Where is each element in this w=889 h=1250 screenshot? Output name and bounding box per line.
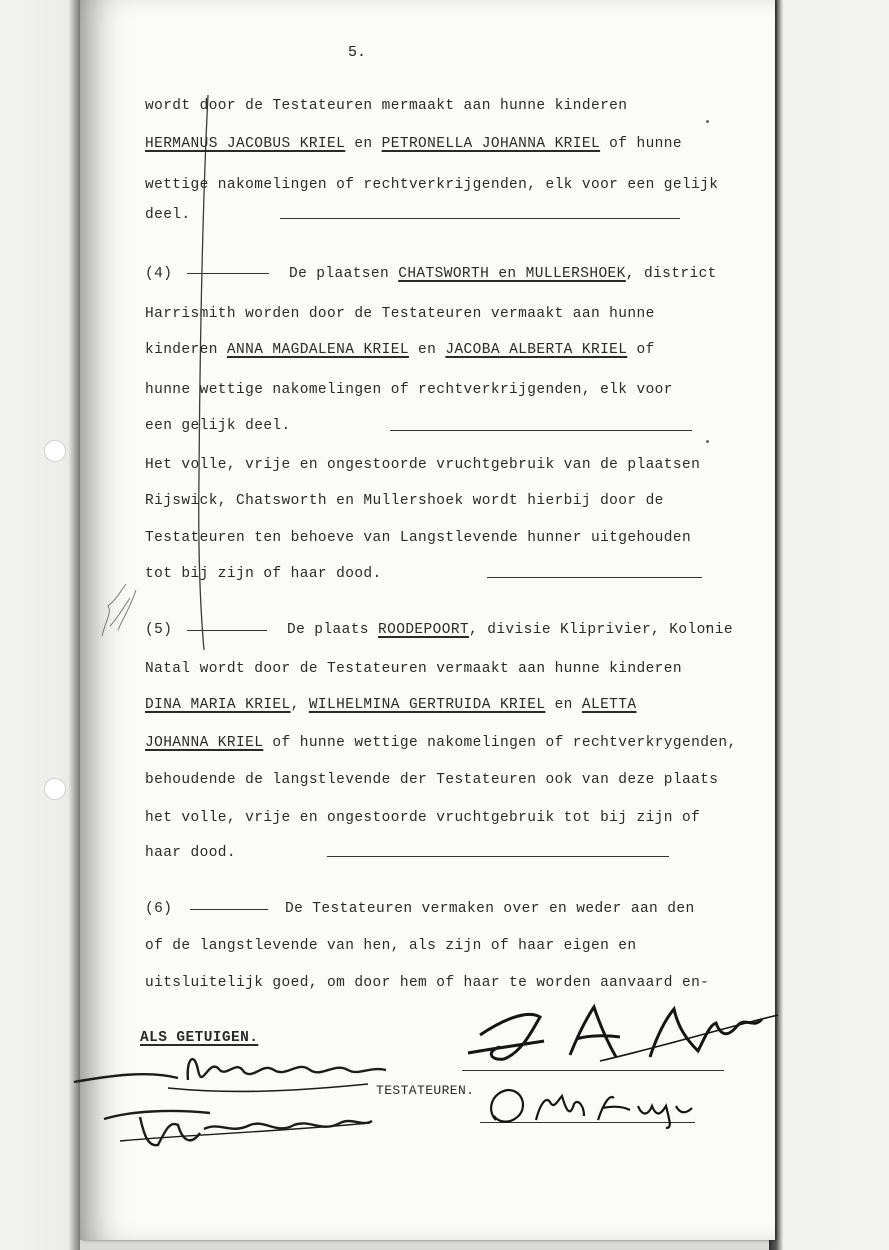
text-line: Harrismith worden door de Testateuren vermaakt aan hunne: [145, 306, 655, 322]
witnesses-heading: ALS GETUIGEN.: [140, 1030, 259, 1046]
text-line: wettige nakomelingen of rechtverkrijgenden, elk voor een gelijk: [145, 177, 719, 193]
text-line: hunne wettige nakomelingen of rechtverkrijgenden, elk voor: [145, 382, 673, 398]
text-line: De plaatsen CHATSWORTH en MULLERSHOEK, district: [289, 266, 717, 282]
text-line: deel.: [145, 207, 191, 223]
fill-line: [187, 630, 267, 631]
heir-name: ALETTA: [581, 697, 637, 713]
clause-number: (4): [145, 266, 173, 282]
text-line: Het volle, vrije en ongestoorde vruchtgebruik van de plaatsen: [145, 457, 701, 473]
testators-label: TESTATEUREN.: [376, 1083, 475, 1098]
text-line: haar dood.: [145, 845, 237, 861]
punch-hole-top: [44, 440, 66, 462]
farm-name: ROODEPOORT: [378, 622, 470, 638]
text-line: HERMANUS JACOBUS KRIEL en PETRONELLA JOHANNA KRIEL of hunne: [145, 136, 682, 152]
farm-names: CHATSWORTH en MULLERSHOEK: [398, 266, 626, 282]
punch-hole-bottom: [44, 778, 66, 800]
heir-name: JOHANNA KRIEL: [145, 735, 264, 751]
fill-line: [487, 577, 702, 578]
text-line: DINA MARIA KRIEL, WILHELMINA GERTRUIDA KRIEL en ALETTA: [145, 697, 637, 713]
text-line: De Testateuren vermaken over en weder aan den: [285, 901, 695, 917]
heir-name: DINA MARIA KRIEL: [145, 697, 291, 713]
text-line: het volle, vrije en ongestoorde vruchtgebruik tot bij zijn of: [145, 810, 701, 826]
fill-line: [190, 909, 268, 910]
scan-speck: [706, 120, 709, 123]
heir-name: WILHELMINA GERTRUIDA KRIEL: [308, 697, 546, 713]
fill-line: [280, 218, 680, 219]
fill-line: [390, 430, 692, 431]
text-line: uitsluitelijk goed, om door hem of haar te worden aanvaard en-: [145, 975, 710, 991]
heir-name: ANNA MAGDALENA KRIEL: [226, 342, 409, 358]
witness-signature-1: [68, 1040, 408, 1102]
text-line: tot bij zijn of haar dood.: [145, 566, 382, 582]
heir-name: HERMANUS JACOBUS KRIEL: [145, 136, 346, 152]
text-line: behoudende de langstlevende der Testateuren ook van deze plaats: [145, 772, 719, 788]
margin-pencil-initials: [96, 570, 142, 642]
clause-number: (5): [145, 622, 173, 638]
text-line: of de langstlevende van hen, als zijn of haar eigen en: [145, 938, 637, 954]
testator-signature-2: [480, 1080, 700, 1130]
scan-speck: [706, 440, 709, 443]
text-line: wordt door de Testateuren mermaakt aan hunne kinderen: [145, 98, 628, 114]
page-number: 5.: [348, 44, 367, 61]
heir-name: PETRONELLA JOHANNA KRIEL: [381, 136, 601, 152]
text-line: een gelijk deel.: [145, 418, 291, 434]
witness-signature-2: [100, 1095, 390, 1161]
clause-number: (6): [145, 901, 173, 917]
text-line: JOHANNA KRIEL of hunne wettige nakomelingen of rechtverkrygenden,: [145, 735, 737, 751]
text-line: Rijswick, Chatsworth en Mullershoek wordt hierbij door de: [145, 493, 664, 509]
text-line: Testateuren ten behoeve van Langstlevende hunner uitgehouden: [145, 530, 692, 546]
text-line: Natal wordt door de Testateuren vermaakt aan hunne kinderen: [145, 661, 682, 677]
text-line: De plaats ROODEPOORT, divisie Kliprivier, Kolonie: [287, 622, 733, 638]
testator-signature-1: [460, 995, 780, 1075]
fill-line: [187, 273, 269, 274]
text-line: kinderen ANNA MAGDALENA KRIEL en JACOBA ALBERTA KRIEL of: [145, 342, 655, 358]
underlying-page-right: [769, 0, 889, 1250]
fill-line: [327, 856, 669, 857]
heir-name: JACOBA ALBERTA KRIEL: [445, 342, 628, 358]
